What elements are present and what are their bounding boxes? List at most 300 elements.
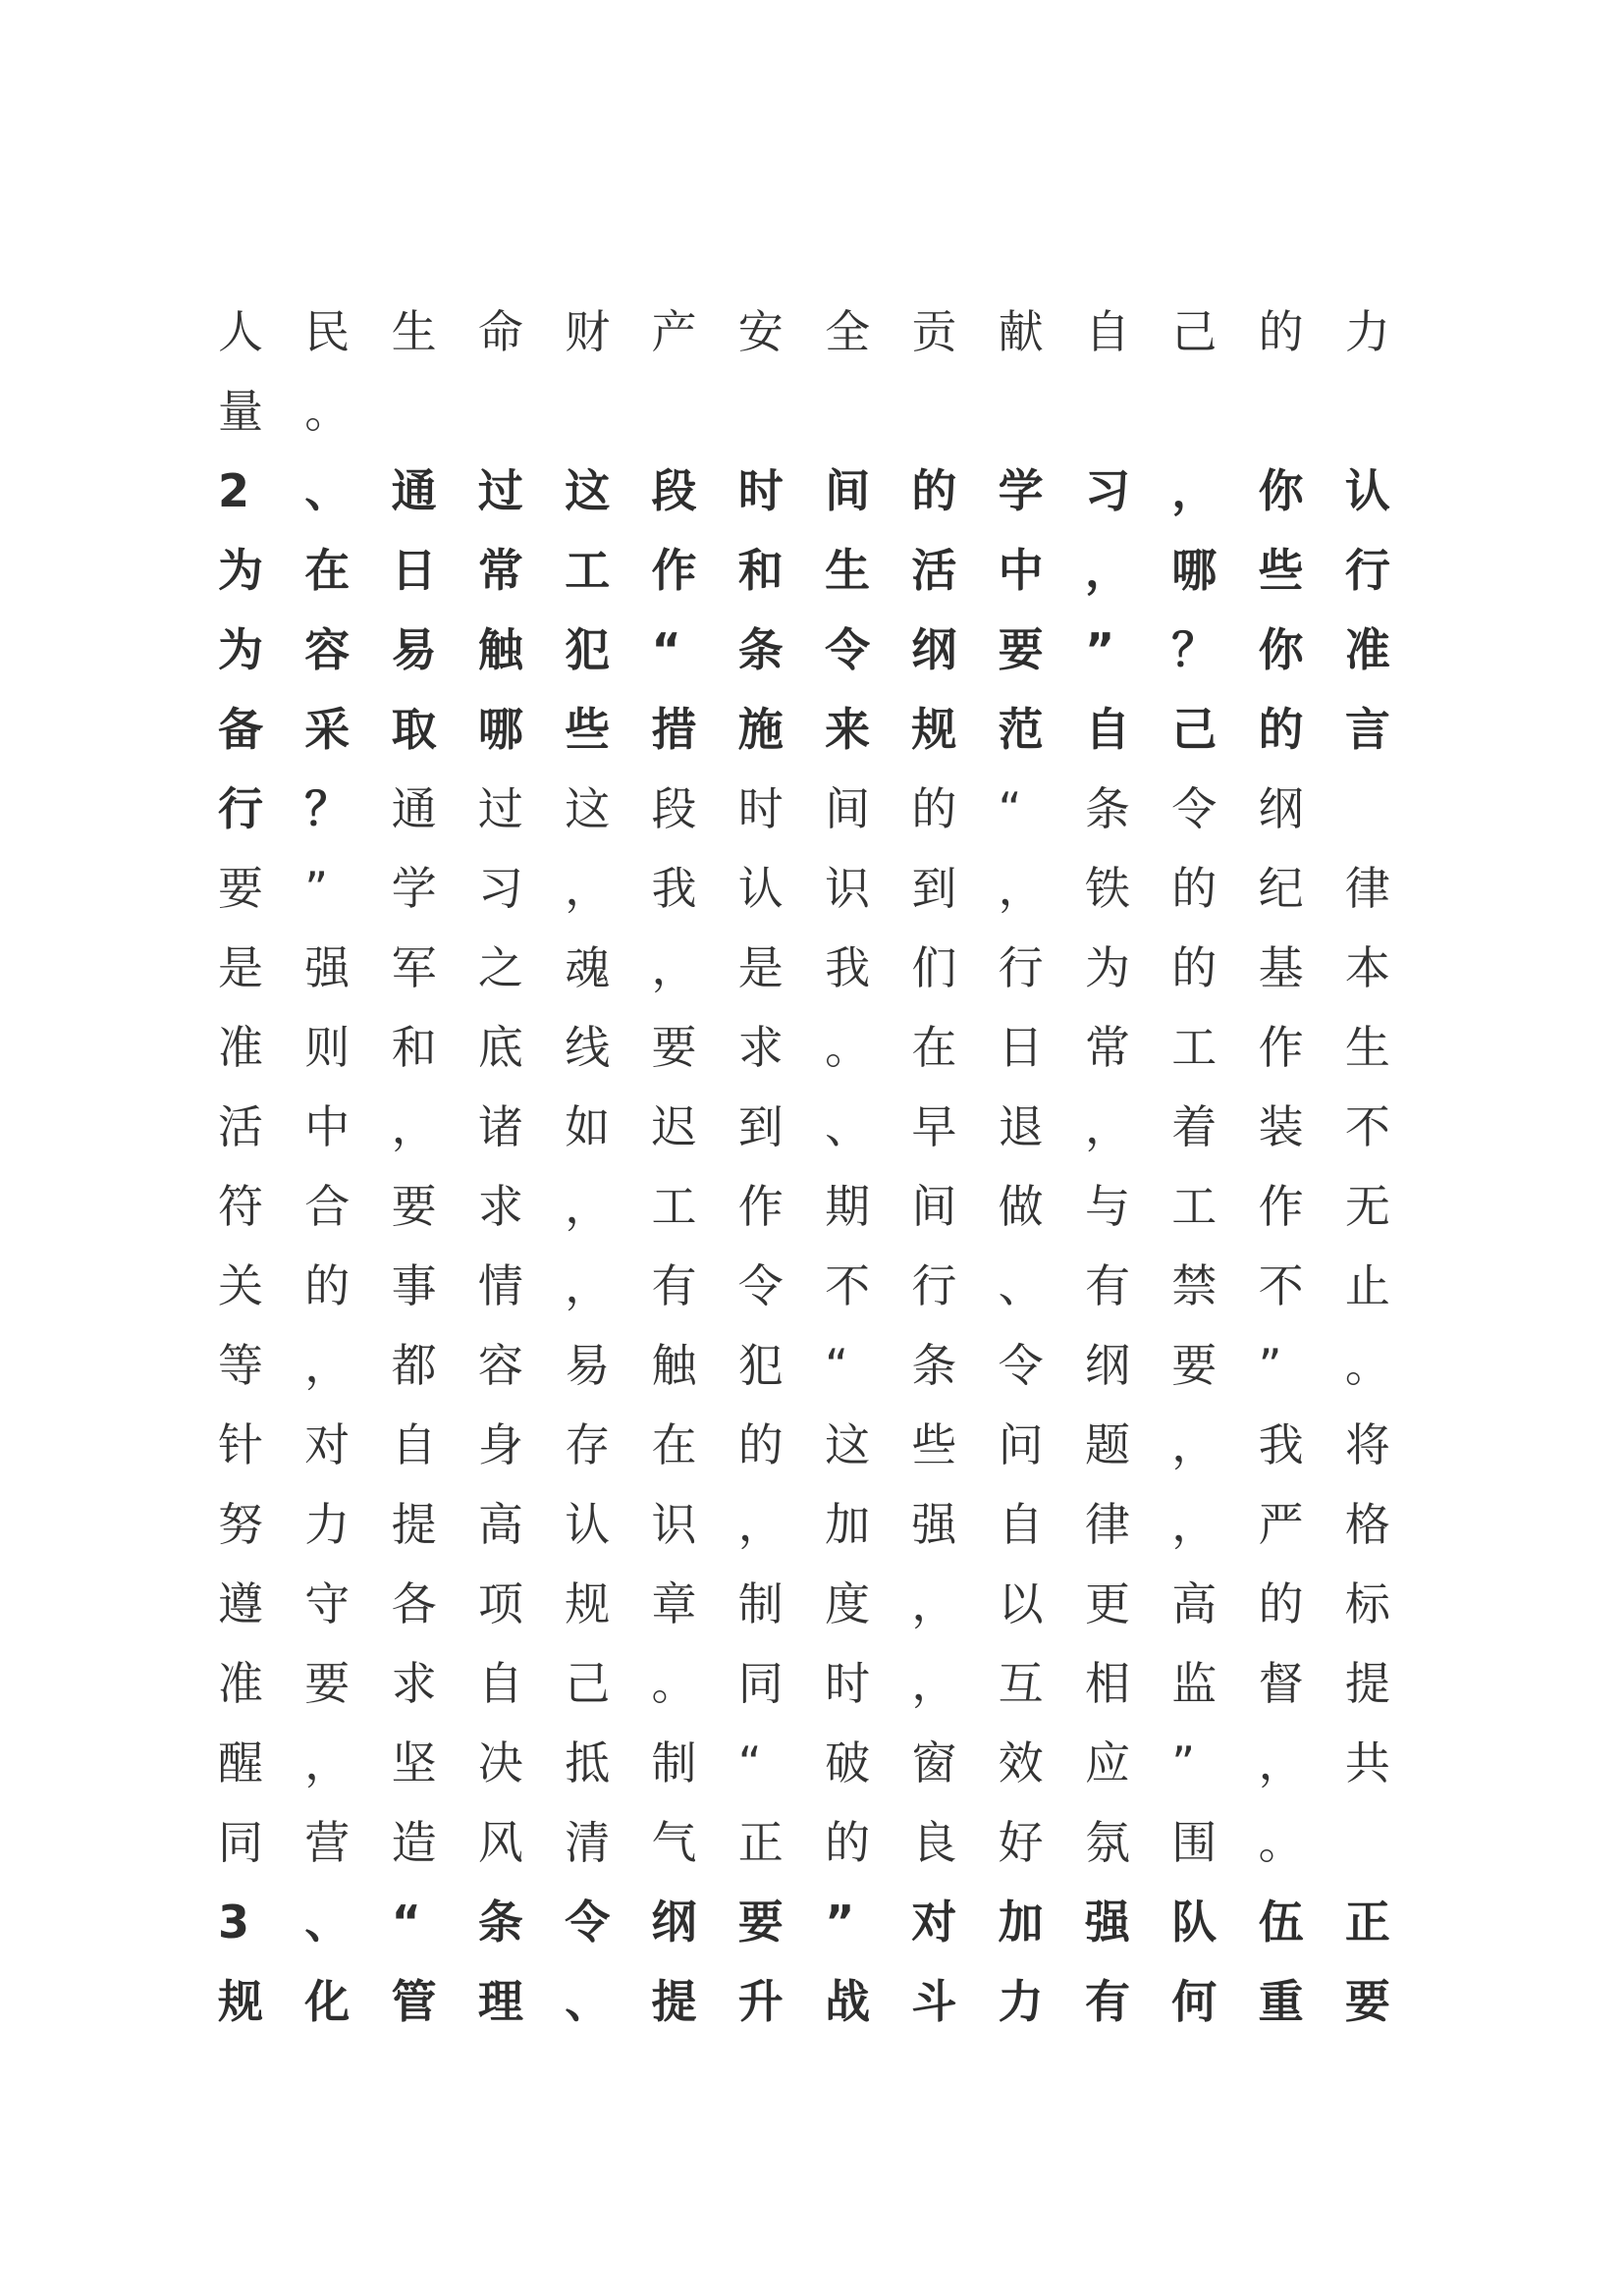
character: ” xyxy=(304,862,329,915)
character: ” xyxy=(1084,623,1115,676)
character: ” xyxy=(1258,1339,1282,1392)
character: ， xyxy=(1084,1100,1130,1153)
character: 要 xyxy=(391,1180,437,1233)
character: 在 xyxy=(911,1021,957,1074)
character: 。 xyxy=(1258,1816,1304,1869)
character: ， xyxy=(1084,544,1130,597)
character: “ xyxy=(825,1339,848,1392)
character: 强 xyxy=(1084,1896,1130,1949)
character: 强 xyxy=(304,941,351,994)
character: 律 xyxy=(1344,862,1390,915)
character: 为 xyxy=(218,623,263,676)
character: 问 xyxy=(998,1418,1044,1471)
character: 要 xyxy=(998,623,1044,676)
character: 重 xyxy=(1258,1975,1304,2028)
text-line xyxy=(218,1724,1396,1803)
character: 、 xyxy=(998,1259,1044,1312)
text-line xyxy=(218,1803,1396,1883)
character: 风 xyxy=(477,1816,523,1869)
character: 工 xyxy=(565,544,611,597)
character: 度 xyxy=(825,1577,871,1630)
character: “ xyxy=(737,1736,762,1789)
text-line xyxy=(218,1883,1396,1962)
character: 令 xyxy=(998,1339,1044,1392)
character: 作 xyxy=(651,544,697,597)
character: 加 xyxy=(998,1896,1044,1949)
character: ， xyxy=(651,941,697,994)
character: 自 xyxy=(998,1498,1044,1551)
character: 生 xyxy=(1344,1021,1390,1074)
character: 求 xyxy=(391,1657,437,1710)
character: 制 xyxy=(651,1736,697,1789)
character: 迟 xyxy=(651,1100,697,1153)
character: 律 xyxy=(1084,1498,1130,1551)
character: 的 xyxy=(1258,1577,1304,1630)
character: 都 xyxy=(391,1339,437,1392)
character: 化 xyxy=(304,1975,351,2028)
character: 容 xyxy=(477,1339,523,1392)
character: ， xyxy=(565,1180,611,1233)
character: 范 xyxy=(998,703,1044,756)
character: 言 xyxy=(1344,703,1390,756)
character: 些 xyxy=(565,703,611,756)
character: 行 xyxy=(911,1259,957,1312)
character: 各 xyxy=(391,1577,437,1630)
character: 哪 xyxy=(477,703,523,756)
character: 不 xyxy=(825,1259,871,1312)
character: 早 xyxy=(911,1100,957,1153)
character: 规 xyxy=(911,703,957,756)
character: 章 xyxy=(651,1577,697,1630)
character: 努 xyxy=(218,1498,263,1551)
text-line xyxy=(218,1406,1396,1485)
character: 装 xyxy=(1258,1100,1304,1153)
character: 财 xyxy=(565,305,611,358)
character: 的 xyxy=(1258,305,1304,358)
character: 的 xyxy=(1171,941,1218,994)
character: 相 xyxy=(1084,1657,1130,1710)
character: ， xyxy=(304,1339,351,1392)
character: 人 xyxy=(218,305,263,358)
character: 力 xyxy=(304,1498,351,1551)
character: 纲 xyxy=(1084,1339,1130,1392)
character: 抵 xyxy=(565,1736,611,1789)
character: 情 xyxy=(477,1259,523,1312)
character: 令 xyxy=(1171,782,1218,835)
character: 同 xyxy=(218,1816,263,1869)
character: 之 xyxy=(477,941,523,994)
character: 学 xyxy=(998,464,1044,517)
character: 的 xyxy=(911,464,957,517)
character: 有 xyxy=(1084,1259,1130,1312)
character: 措 xyxy=(651,703,697,756)
character: 和 xyxy=(737,544,784,597)
character: ， xyxy=(1171,1418,1218,1471)
character: “ xyxy=(651,623,681,676)
character: 3 xyxy=(218,1896,250,1949)
character: 献 xyxy=(998,305,1044,358)
character: 识 xyxy=(651,1498,697,1551)
character: 军 xyxy=(391,941,437,994)
character: 题 xyxy=(1084,1418,1130,1471)
text-line xyxy=(218,1962,1396,2042)
text-line xyxy=(218,1247,1396,1326)
character: 则 xyxy=(304,1021,351,1074)
character: 工 xyxy=(651,1180,697,1233)
character: 。 xyxy=(651,1657,697,1710)
character: ， xyxy=(391,1100,437,1153)
character: 督 xyxy=(1258,1657,1304,1710)
character: 段 xyxy=(651,464,697,517)
character: 高 xyxy=(477,1498,523,1551)
character: 坚 xyxy=(391,1736,437,1789)
character: ？ xyxy=(304,782,351,835)
character: 魂 xyxy=(565,941,611,994)
character: 求 xyxy=(737,1021,784,1074)
character: 管 xyxy=(391,1975,437,2028)
character: 触 xyxy=(477,623,523,676)
character: 遵 xyxy=(218,1577,263,1630)
character: 生 xyxy=(825,544,871,597)
character: 生 xyxy=(391,305,437,358)
character: 止 xyxy=(1344,1259,1390,1312)
character: “ xyxy=(998,782,1022,835)
character: 、 xyxy=(304,464,351,517)
character: 的 xyxy=(911,782,957,835)
text-line xyxy=(218,849,1396,929)
character: ， xyxy=(998,862,1044,915)
character: 作 xyxy=(737,1180,784,1233)
character: 纲 xyxy=(911,623,957,676)
character: 营 xyxy=(304,1816,351,1869)
text-line xyxy=(218,611,1396,690)
character: 习 xyxy=(477,862,523,915)
text-line xyxy=(218,531,1396,611)
character: 产 xyxy=(651,305,697,358)
character: 诸 xyxy=(477,1100,523,1153)
character: 期 xyxy=(825,1180,871,1233)
character: “ xyxy=(391,1896,421,1949)
character: 标 xyxy=(1344,1577,1390,1630)
character: 的 xyxy=(825,1816,871,1869)
character: 为 xyxy=(218,544,263,597)
character: 中 xyxy=(304,1100,351,1153)
character: 们 xyxy=(911,941,957,994)
character: 施 xyxy=(737,703,784,756)
character: 条 xyxy=(737,623,784,676)
character: 中 xyxy=(998,544,1044,597)
character: 这 xyxy=(825,1418,871,1471)
character: 工 xyxy=(1171,1180,1218,1233)
character: 我 xyxy=(651,862,697,915)
character: 监 xyxy=(1171,1657,1218,1710)
character: 犯 xyxy=(565,623,611,676)
character: 习 xyxy=(1084,464,1130,517)
character: 有 xyxy=(651,1259,697,1312)
text-line xyxy=(218,293,1396,372)
character: 己 xyxy=(565,1657,611,1710)
character: 全 xyxy=(825,305,871,358)
character: 为 xyxy=(1084,941,1130,994)
character: 规 xyxy=(218,1975,263,2028)
character: 你 xyxy=(1258,464,1304,517)
character: 准 xyxy=(218,1657,263,1710)
character: 应 xyxy=(1084,1736,1130,1789)
character: 安 xyxy=(737,305,784,358)
character: 在 xyxy=(304,544,351,597)
character: ” xyxy=(1171,1736,1196,1789)
character: 触 xyxy=(651,1339,697,1392)
character: 犯 xyxy=(737,1339,784,1392)
character: 常 xyxy=(1084,1021,1130,1074)
character: 的 xyxy=(1258,703,1304,756)
character: 规 xyxy=(565,1577,611,1630)
character: 力 xyxy=(998,1975,1044,2028)
character: 本 xyxy=(1344,941,1390,994)
character: 认 xyxy=(565,1498,611,1551)
character: 严 xyxy=(1258,1498,1304,1551)
character: 破 xyxy=(825,1736,871,1789)
character: 的 xyxy=(304,1259,351,1312)
character: 身 xyxy=(477,1418,523,1471)
character: 这 xyxy=(565,782,611,835)
character: 守 xyxy=(304,1577,351,1630)
character: 、 xyxy=(825,1100,871,1153)
character: 同 xyxy=(737,1657,784,1710)
character: 时 xyxy=(825,1657,871,1710)
character: 量 xyxy=(218,385,263,438)
character: 、 xyxy=(304,1896,351,1949)
character: 理 xyxy=(477,1975,523,2028)
character: 易 xyxy=(391,623,437,676)
character: 日 xyxy=(998,1021,1044,1074)
character: 正 xyxy=(1344,1896,1390,1949)
character: ， xyxy=(1171,464,1218,517)
character: 行 xyxy=(1344,544,1390,597)
text-line xyxy=(218,1167,1396,1247)
character: 窗 xyxy=(911,1736,957,1789)
character: 。 xyxy=(304,385,351,438)
character: 工 xyxy=(1171,1021,1218,1074)
character: 间 xyxy=(911,1180,957,1233)
character: ， xyxy=(1171,1498,1218,1551)
text-line xyxy=(218,372,1396,452)
character: 升 xyxy=(737,1975,784,2028)
character: 互 xyxy=(998,1657,1044,1710)
text-line xyxy=(218,1644,1396,1724)
character: 令 xyxy=(825,623,871,676)
character: 我 xyxy=(825,941,871,994)
character: 格 xyxy=(1344,1498,1390,1551)
character: 采 xyxy=(304,703,351,756)
character: 良 xyxy=(911,1816,957,1869)
character: 命 xyxy=(477,305,523,358)
character: 力 xyxy=(1344,305,1390,358)
character: 与 xyxy=(1084,1180,1130,1233)
character: 常 xyxy=(477,544,523,597)
character: 提 xyxy=(651,1975,697,2028)
character: 自 xyxy=(391,1418,437,1471)
character: 、 xyxy=(565,1975,611,2028)
character: 是 xyxy=(737,941,784,994)
character: 条 xyxy=(1084,782,1130,835)
character: 不 xyxy=(1344,1100,1390,1153)
character: 要 xyxy=(1344,1975,1390,2028)
character: 合 xyxy=(304,1180,351,1233)
character: 我 xyxy=(1258,1418,1304,1471)
character: 间 xyxy=(825,782,871,835)
character: ， xyxy=(565,1259,611,1312)
character: 要 xyxy=(737,1896,784,1949)
character: 行 xyxy=(218,782,263,835)
character: 己 xyxy=(1171,703,1218,756)
character: 以 xyxy=(998,1577,1044,1630)
character: 禁 xyxy=(1171,1259,1218,1312)
character: ？ xyxy=(1171,623,1218,676)
character: 自 xyxy=(1084,703,1130,756)
character: 在 xyxy=(651,1418,697,1471)
character: 项 xyxy=(477,1577,523,1630)
character: 好 xyxy=(998,1816,1044,1869)
character: 时 xyxy=(737,782,784,835)
character: 针 xyxy=(218,1418,263,1471)
character: 伍 xyxy=(1258,1896,1304,1949)
character: 令 xyxy=(737,1259,784,1312)
character: 日 xyxy=(391,544,437,597)
character: 些 xyxy=(911,1418,957,1471)
character: 醒 xyxy=(218,1736,263,1789)
character: 识 xyxy=(825,862,871,915)
character: 队 xyxy=(1171,1896,1218,1949)
character: 段 xyxy=(651,782,697,835)
character: 行 xyxy=(998,941,1044,994)
character: 过 xyxy=(477,464,523,517)
character: 高 xyxy=(1171,1577,1218,1630)
character: 准 xyxy=(1344,623,1390,676)
character: 自 xyxy=(477,1657,523,1710)
character: ， xyxy=(737,1498,784,1551)
character: 气 xyxy=(651,1816,697,1869)
character: 贡 xyxy=(911,305,957,358)
character: 线 xyxy=(565,1021,611,1074)
character: 何 xyxy=(1171,1975,1218,2028)
character: 要 xyxy=(218,862,263,915)
character: 到 xyxy=(911,862,957,915)
character: ， xyxy=(911,1577,957,1630)
character: 求 xyxy=(477,1180,523,1233)
character: 认 xyxy=(737,862,784,915)
character: 氛 xyxy=(1084,1816,1130,1869)
character: 纲 xyxy=(651,1896,697,1949)
character: 围 xyxy=(1171,1816,1218,1869)
character: 。 xyxy=(1344,1339,1390,1392)
character: 底 xyxy=(477,1021,523,1074)
character: ， xyxy=(304,1736,351,1789)
character: 活 xyxy=(911,544,957,597)
character: 决 xyxy=(477,1736,523,1789)
character: 备 xyxy=(218,703,263,756)
character: 到 xyxy=(737,1100,784,1153)
character: 正 xyxy=(737,1816,784,1869)
character: 制 xyxy=(737,1577,784,1630)
character: ， xyxy=(911,1657,957,1710)
character: 来 xyxy=(825,703,871,756)
character: 哪 xyxy=(1171,544,1218,597)
character: 事 xyxy=(391,1259,437,1312)
character: ， xyxy=(1258,1736,1304,1789)
character: 作 xyxy=(1258,1180,1304,1233)
character: 要 xyxy=(651,1021,697,1074)
character: 过 xyxy=(477,782,523,835)
character: 存 xyxy=(565,1418,611,1471)
text-line xyxy=(218,690,1396,770)
character: 和 xyxy=(391,1021,437,1074)
character: 清 xyxy=(565,1816,611,1869)
character: 己 xyxy=(1171,305,1218,358)
character: 民 xyxy=(304,305,351,358)
character: 准 xyxy=(218,1021,263,1074)
character: 着 xyxy=(1171,1100,1218,1153)
character: 斗 xyxy=(911,1975,957,2028)
character: 你 xyxy=(1258,623,1304,676)
character: 活 xyxy=(218,1100,263,1153)
character: 通 xyxy=(391,782,437,835)
character: 要 xyxy=(1171,1339,1218,1392)
text-line xyxy=(218,1008,1396,1088)
text-line xyxy=(218,929,1396,1008)
character: 退 xyxy=(998,1100,1044,1153)
character: ， xyxy=(565,862,611,915)
character: 纲 xyxy=(1258,782,1304,835)
character: 关 xyxy=(218,1259,263,1312)
character: 条 xyxy=(911,1339,957,1392)
character: 如 xyxy=(565,1100,611,1153)
character: 要 xyxy=(304,1657,351,1710)
character: 更 xyxy=(1084,1577,1130,1630)
character: 强 xyxy=(911,1498,957,1551)
text-line xyxy=(218,1326,1396,1406)
character: 共 xyxy=(1344,1736,1390,1789)
character: 基 xyxy=(1258,941,1304,994)
character: 无 xyxy=(1344,1180,1390,1233)
character: 将 xyxy=(1344,1418,1390,1471)
character: 战 xyxy=(825,1975,871,2028)
character: 。 xyxy=(825,1021,871,1074)
character: ” xyxy=(825,1896,855,1949)
character: 作 xyxy=(1258,1021,1304,1074)
character: 是 xyxy=(218,941,263,994)
character: 间 xyxy=(825,464,871,517)
character: 符 xyxy=(218,1180,263,1233)
character: 取 xyxy=(391,703,437,756)
character: 等 xyxy=(218,1339,263,1392)
character: 认 xyxy=(1344,464,1390,517)
character: 容 xyxy=(304,623,351,676)
character: 的 xyxy=(737,1418,784,1471)
character: 纪 xyxy=(1258,862,1304,915)
character: 有 xyxy=(1084,1975,1130,2028)
character: 时 xyxy=(737,464,784,517)
character: 令 xyxy=(565,1896,611,1949)
character: 铁 xyxy=(1084,862,1130,915)
character: 这 xyxy=(565,464,611,517)
character: 的 xyxy=(1171,862,1218,915)
character: 通 xyxy=(391,464,437,517)
text-line xyxy=(218,770,1396,849)
character: 易 xyxy=(565,1339,611,1392)
character: 条 xyxy=(477,1896,523,1949)
character: 造 xyxy=(391,1816,437,1869)
